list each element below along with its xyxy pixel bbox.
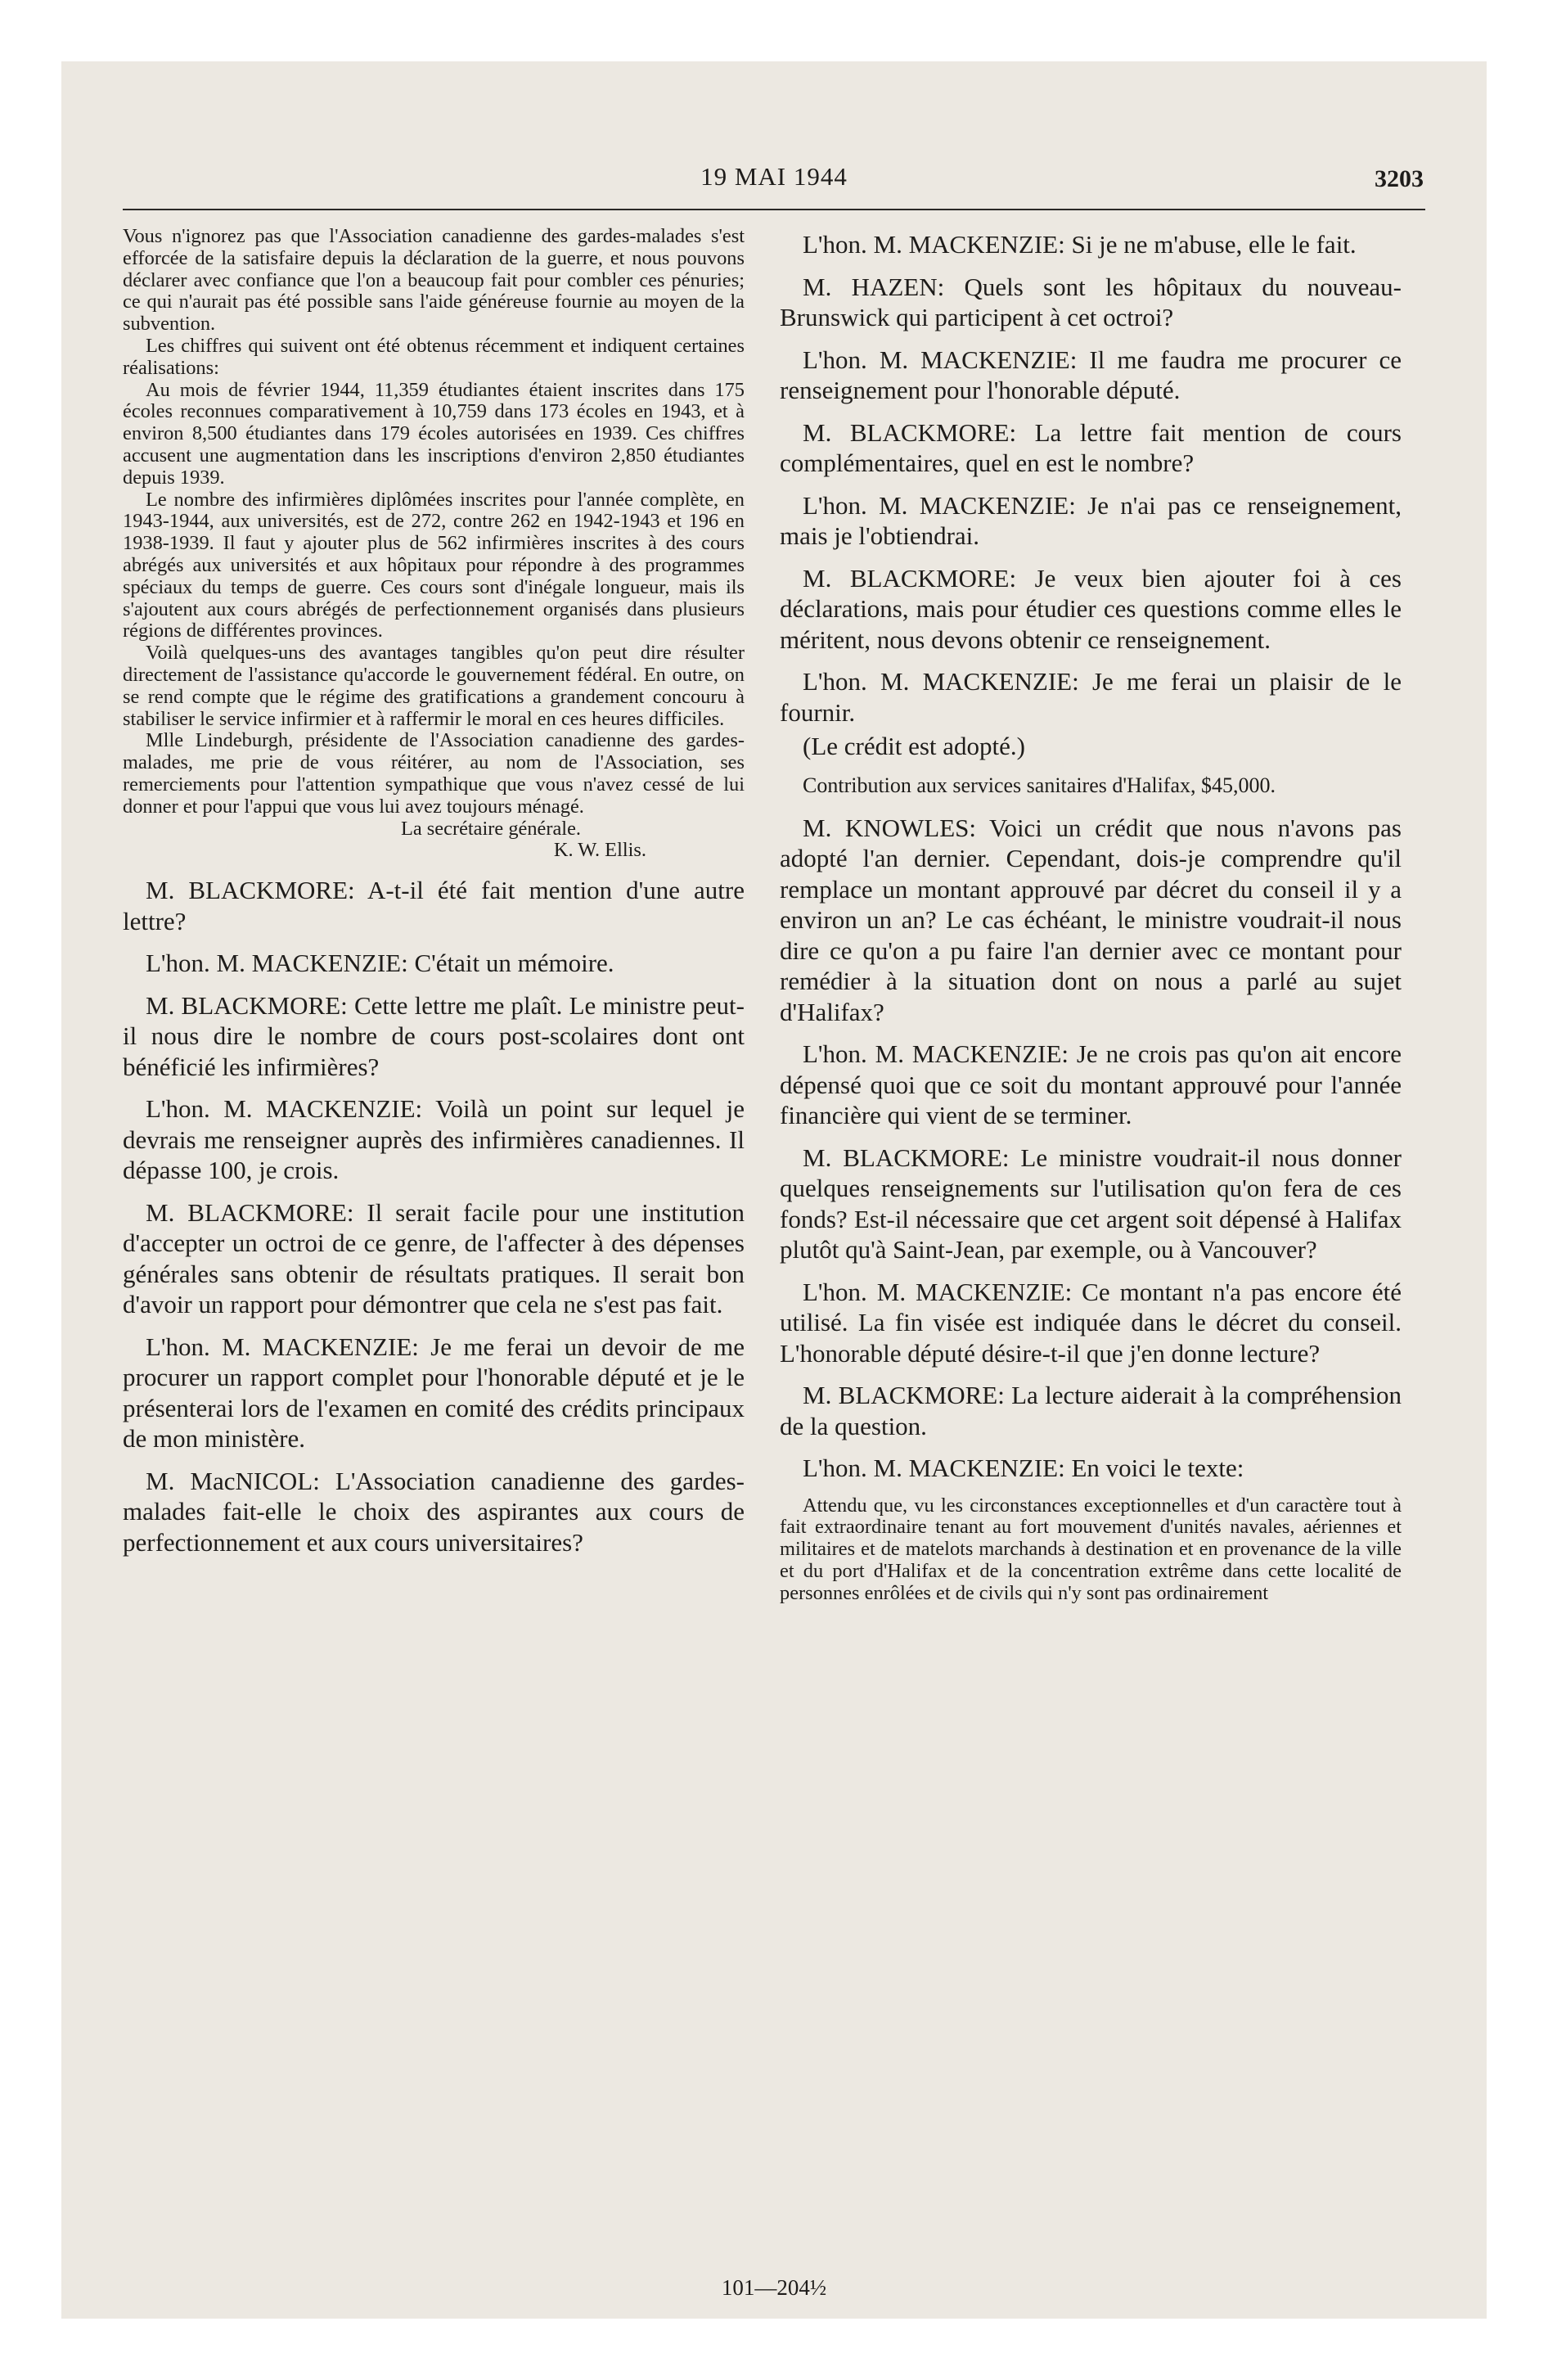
debate-paragraph: M. BLACKMORE: Cette lettre me plaît. Le ministre peut-il nous dire le nombre de cours post-scolaires dont ont bénéficié les infirmières? <box>123 990 745 1081</box>
debate-paragraph: L'hon. M. MACKENZIE: C'était un mémoire. <box>146 949 614 978</box>
debate-paragraph: M. BLACKMORE: Je veux bien ajouter foi à ces déclarations, mais pour étudier ces questions comme elles le méritent, nous devons obtenir ce renseignement. <box>780 563 1402 654</box>
signature-title: La secrétaire générale. <box>400 817 582 840</box>
right-debate-b <box>780 813 1402 1484</box>
debate-paragraph: M. KNOWLES: Voici un crédit que nous n'avons pas adopté l'an dernier. Cependant, dois-je comprendre qu'il remplace un montant approuvé par décret du conseil il y a environ un an? Le cas échéant, le ministre voudrait-il nous dire ce qu'on a pu faire l'an dernier avec ce montant pour remédier à la situation dont on nous a parlé au sujet d'Halifax? <box>780 813 1402 1026</box>
debate-paragraph: M. BLACKMORE: Il serait facile pour une institution d'accepter un octroi de ce genre, de l'affecter à des dépenses générales sans obtenir de résultats pratiques. Il serait bon d'avoir un rapport pour démontrer que cela ne s'est pas fait. <box>123 1197 745 1319</box>
letter-block <box>123 226 745 862</box>
order-in-council-text <box>780 1495 1402 1605</box>
debate-paragraph: L'hon. M. MACKENZIE: Il me faudra me procurer ce renseignement pour l'honorable député. <box>780 345 1402 404</box>
order-paragraph: Attendu que, vu les circonstances exceptionnelles et d'un caractère tout à fait extraordinaire tenant au fort mouvement d'unités navales, aériennes et militaires et de matelots marchands à destination et en provenance de la ville et du port d'Halifax et de la concentration extrême dans cette localité de personnes enrôlées et de civils qui n'y sont pas ordinairement <box>780 1494 1402 1604</box>
left-column <box>123 226 745 1569</box>
debate-paragraph: M. BLACKMORE: A-t-il été fait mention d'une autre lettre? <box>123 876 745 935</box>
debate-paragraph: L'hon. M. MACKENZIE: Je ne crois pas qu'on ait encore dépensé quoi que ce soit du montant approuvé pour l'année financière qui vient de se terminer. <box>780 1039 1402 1129</box>
header-date: 19 MAI 1944 <box>700 162 848 191</box>
debate-paragraph: L'hon. M. MACKENZIE: Je me ferai un plaisir de le fournir. <box>780 667 1402 727</box>
signature-name: K. W. Ellis. <box>553 839 646 862</box>
letter-paragraph: Les chiffres qui suivent ont été obtenus récemment et indiquent certaines réalisations: <box>123 334 745 379</box>
debate-paragraph: M. BLACKMORE: Le ministre voudrait-il nous donner quelques renseignements sur l'utilisation qu'on fera de ces fonds? Est-il nécessaire que cet argent soit dépensé à Halifax plutôt qu'à Saint-Jean, par exemple, ou à Vancouver? <box>780 1143 1402 1264</box>
debate-paragraph: L'hon. M. MACKENZIE: Ce montant n'a pas encore été utilisé. La fin visée est indiquée dans le décret du conseil. L'honorable député désire-t-il que j'en donne lecture? <box>780 1277 1402 1368</box>
footer-signature-mark: 101—204½ <box>721 2275 827 2300</box>
debate-paragraph: L'hon. M. MACKENZIE: En voici le texte: <box>803 1454 1244 1482</box>
debate-paragraph: L'hon. M. MACKENZIE: Voilà un point sur lequel je devrais me renseigner auprès des infirmières canadiennes. Il dépasse 100, je crois. <box>123 1094 745 1185</box>
adopted-note: (Le crédit est adopté.) <box>803 732 1025 760</box>
right-debate-a <box>780 229 1402 798</box>
right-column <box>780 226 1402 1617</box>
debate-paragraph: L'hon. M. MACKENZIE: Si je ne m'abuse, elle le fait. <box>803 230 1357 259</box>
letter-paragraph: Mlle Lindeburgh, présidente de l'Association canadienne des gardes-malades, me prie de vous réitérer, au nom de l'Association, ses remerciements pour l'attention sympathique que vous n'avez cessé de lui donner et pour l'appui que vous lui avez toujours ménagé. <box>123 729 745 818</box>
header-rule <box>123 209 1425 210</box>
debate-paragraph: M. HAZEN: Quels sont les hôpitaux du nouveau-Brunswick qui participent à cet octroi? <box>780 272 1402 331</box>
credit-item: Contribution aux services sanitaires d'Halifax, $45,000. <box>803 773 1276 797</box>
header-page-number: 3203 <box>1375 165 1424 192</box>
letter-paragraph: Voilà quelques-uns des avantages tangibles qu'on peut dire résulter directement de l'assistance qu'accorde le gouvernement fédéral. En outre, on se rend compte que le régime des gratifications a grandement concouru à stabiliser le service infirmier et à raffermir le moral en ces heures difficiles. <box>123 642 745 730</box>
debate-paragraph: M. MacNICOL: L'Association canadienne des gardes-malades fait-elle le choix des aspirantes aux cours de perfectionnement et aux cours universitaires? <box>123 1466 745 1557</box>
letter-paragraph: Le nombre des infirmières diplômées inscrites pour l'année complète, en 1943-1944, aux universités, est de 272, contre 262 en 1942-1943 et 196 en 1938-1939. Il faut y ajouter plus de 562 infirmières inscrites à des cours abrégés aux universités et aux hôpitaux pour répondre à des programmes spéciaux du temps de guerre. Ces cours sont d'inégale longueur, mais ils s'ajoutent aux cours abrégés de perfectionnement organisés dans plusieurs régions de différentes provinces. <box>123 488 745 642</box>
debate-paragraph: L'hon. M. MACKENZIE: Je n'ai pas ce renseignement, mais je l'obtiendrai. <box>780 490 1402 550</box>
page-header <box>123 156 1425 206</box>
letter-paragraph: Vous n'ignorez pas que l'Association canadienne des gardes-malades s'est efforcée de la satisfaire depuis la déclaration de la guerre, et nous pouvons déclarer avec confiance que l'on a beaucoup fait pour combler ces pénuries; ce qui n'aurait pas été possible sans l'aide généreuse fournie au moyen de la subvention. <box>123 225 745 336</box>
left-debate <box>123 875 745 1557</box>
letter-paragraph: Au mois de février 1944, 11,359 étudiantes étaient inscrites dans 175 écoles reconnues comparativement à 10,759 dans 173 écoles en 1943, et à environ 8,500 étudiantes dans 179 écoles autorisées en 1939. Ces chiffres accusent une augmentation dans les inscriptions d'environ 2,850 étudiantes depuis 1939. <box>123 378 745 489</box>
debate-paragraph: M. BLACKMORE: La lecture aiderait à la compréhension de la question. <box>780 1381 1402 1440</box>
debate-paragraph: L'hon. M. MACKENZIE: Je me ferai un devoir de me procurer un rapport complet pour l'honorable député et je le présenterai lors de l'examen en comité des crédits principaux de mon ministère. <box>123 1332 745 1454</box>
debate-paragraph: M. BLACKMORE: La lettre fait mention de cours complémentaires, quel en est le nombre? <box>780 417 1402 477</box>
